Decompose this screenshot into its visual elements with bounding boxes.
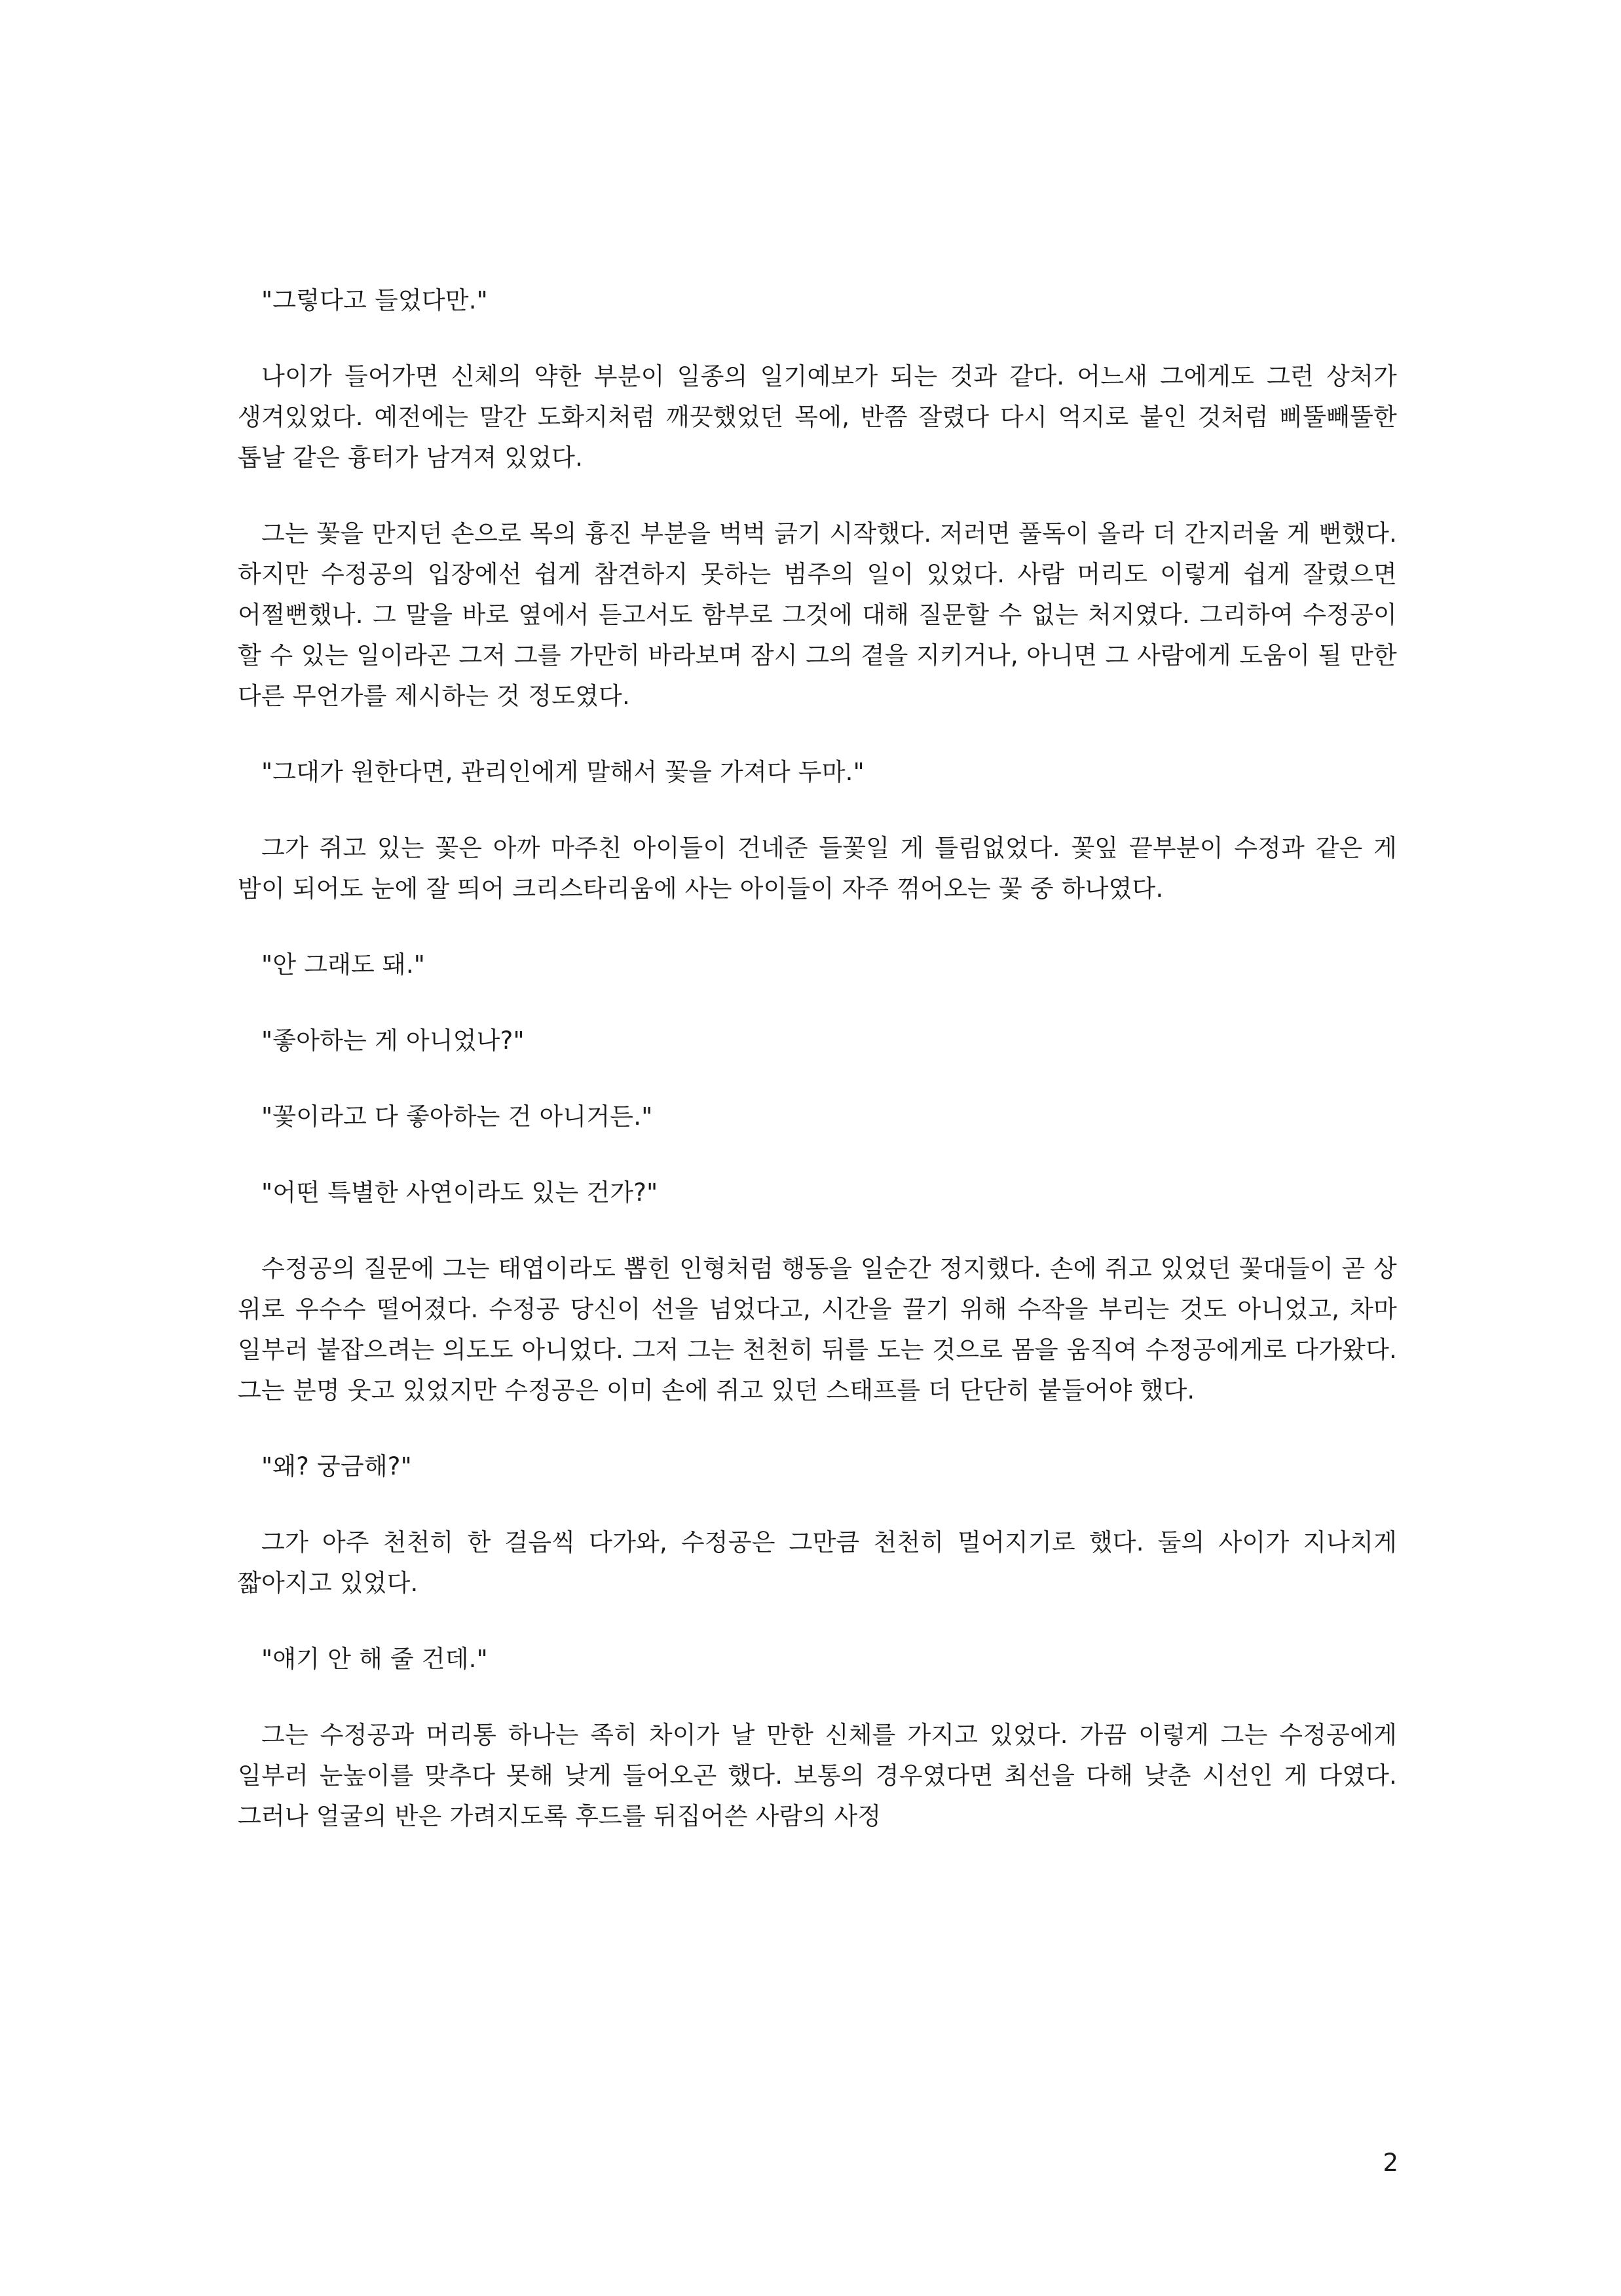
paragraph: 그는 꽃을 만지던 손으로 목의 흉진 부분을 벅벅 긁기 시작했다. 저러면 풀독이 올라 더 간지러울 게 뻔했다. 하지만 수정공의 입장에선 쉽게 참견하지 못하는 범주의 일이 있었다. 사람 머리도 이렇게 쉽게 잘렸으면 어쩔뻔했나. 그 말을 바로 옆에서 듣고서도 함부로 그것에 대해 질문할 수 없는 처지였다. 그리하여 수정공이 할 수 있는 일이라곤 그저 그를 가만히 바라보며 잠시 그의 곁을 지키거나, 아니면 그 사람에게 도움이 될 만한 다른 무언가를 제시하는 것 정도였다. xyxy=(238,519,1397,710)
paragraph: "꽃이라고 다 좋아하는 건 아니거든." xyxy=(261,1102,653,1131)
body-text xyxy=(238,280,1397,1872)
paragraph: 그는 수정공과 머리통 하나는 족히 차이가 날 만한 신체를 가지고 있었다. 가끔 이렇게 그는 수정공에게 일부러 눈높이를 맞추다 못해 낮게 들어오곤 했다. 보통의 경우였다면 최선을 다해 낮춘 시선인 게 다였다. 그러나 얼굴의 반은 가려지도록 후드를 뒤집어쓴 사람의 사정 xyxy=(238,1721,1397,1830)
paragraph: 그가 아주 천천히 한 걸음씩 다가와, 수정공은 그만큼 천천히 멀어지기로 했다. 둘의 사이가 지나치게 짧아지고 있었다. xyxy=(238,1528,1397,1597)
paragraph: 수정공의 질문에 그는 태엽이라도 뽑힌 인형처럼 행동을 일순간 정지했다. 손에 쥐고 있었던 꽃대들이 곧 상 위로 우수수 떨어졌다. 수정공 당신이 선을 넘었다고, 시간을 끌기 위해 수작을 부리는 것도 아니었고, 차마 일부러 붙잡으려는 의도도 아니었다. 그저 그는 천천히 뒤를 도는 것으로 몸을 움직여 수정공에게로 다가왔다. 그는 분명 웃고 있었지만 수정공은 이미 손에 쥐고 있던 스태프를 더 단단히 붙들어야 했다. xyxy=(238,1254,1397,1404)
paragraph: "얘기 안 해 줄 건데." xyxy=(261,1645,488,1673)
paragraph: "왜? 궁금해?" xyxy=(261,1452,412,1480)
paragraph: "그대가 원한다면, 관리인에게 말해서 꽃을 가져다 두마." xyxy=(261,758,865,786)
paragraph: "어떤 특별한 사연이라도 있는 건가?" xyxy=(261,1178,658,1207)
paragraph: "안 그래도 돼." xyxy=(261,950,426,979)
paragraph: 그가 쥐고 있는 꽃은 아까 마주친 아이들이 건네준 들꽃일 게 틀림없었다. 꽃잎 끝부분이 수정과 같은 게 밤이 되어도 눈에 잘 띄어 크리스타리움에 사는 아이들이 자주 꺾어오는 꽃 중 하나였다. xyxy=(238,834,1397,903)
paragraph: "그렇다고 들었다만." xyxy=(261,286,488,314)
paragraph: 나이가 들어가면 신체의 약한 부분이 일종의 일기예보가 되는 것과 같다. 어느새 그에게도 그런 상처가 생겨있었다. 예전에는 말간 도화지처럼 깨끗했었던 목에, 반쯤 잘렸다 다시 억지로 붙인 것처럼 삐뚤빼뚤한 톱날 같은 흉터가 남겨져 있었다. xyxy=(238,362,1397,472)
paragraph: "좋아하는 게 아니었나?" xyxy=(261,1026,525,1055)
page-number: 2 xyxy=(1383,2149,1398,2177)
